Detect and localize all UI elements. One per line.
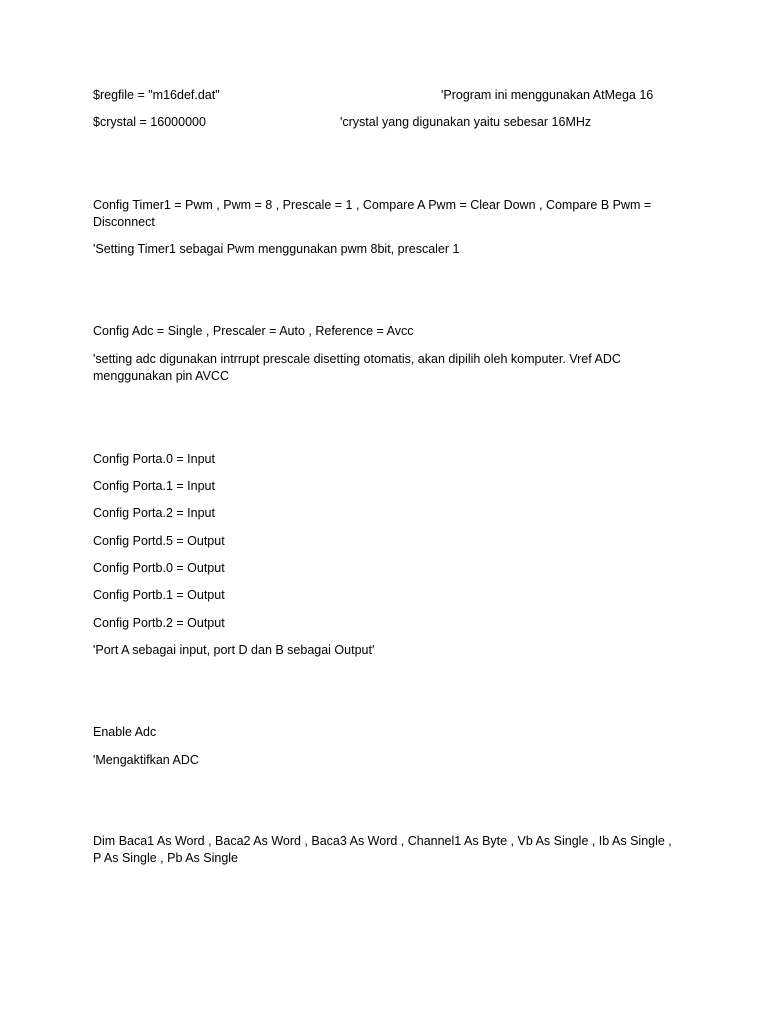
regfile-line: [93, 87, 654, 104]
timer-config-line: Config Timer1 = Pwm , Pwm = 8 , Prescale = 1 , Compare A Pwm = Clear Down , Compare B Pwm = Disconnect: [93, 198, 652, 229]
adc-comment-line: 'setting adc digunakan intrrupt prescale disetting otomatis, akan dipilih oleh komputer. Vref ADC menggunakan pin AVCC: [93, 352, 621, 383]
enable-adc-line: Enable Adc: [93, 725, 157, 739]
port-config-line: Config Portb.0 = Output: [93, 561, 225, 575]
port-config-line: Config Portb.1 = Output: [93, 588, 225, 602]
port-config-line: Config Porta.2 = Input: [93, 506, 215, 520]
port-config-line: Config Porta.0 = Input: [93, 452, 215, 466]
dim-statement-line: Dim Baca1 As Word , Baca2 As Word , Baca3 As Word , Channel1 As Byte , Vb As Single , Ib As Single , P As Single , Pb As Single: [93, 834, 672, 865]
crystal-line: [93, 114, 592, 131]
regfile-comment: 'Program ini menggunakan AtMega 16: [441, 88, 654, 102]
regfile-statement: $regfile = "m16def.dat": [93, 88, 220, 102]
port-comment-line: 'Port A sebagai input, port D dan B sebagai Output': [93, 643, 375, 657]
port-config-line: Config Portd.5 = Output: [93, 534, 225, 548]
adc-config-line: Config Adc = Single , Prescaler = Auto , Reference = Avcc: [93, 324, 414, 338]
port-config-line: Config Porta.1 = Input: [93, 479, 215, 493]
crystal-statement: $crystal = 16000000: [93, 115, 206, 129]
crystal-comment: 'crystal yang digunakan yaitu sebesar 16MHz: [340, 115, 592, 129]
enable-adc-comment-line: 'Mengaktifkan ADC: [93, 753, 199, 767]
port-config-line: Config Portb.2 = Output: [93, 616, 225, 630]
timer-comment-line: 'Setting Timer1 sebagai Pwm menggunakan pwm 8bit, prescaler 1: [93, 242, 460, 256]
